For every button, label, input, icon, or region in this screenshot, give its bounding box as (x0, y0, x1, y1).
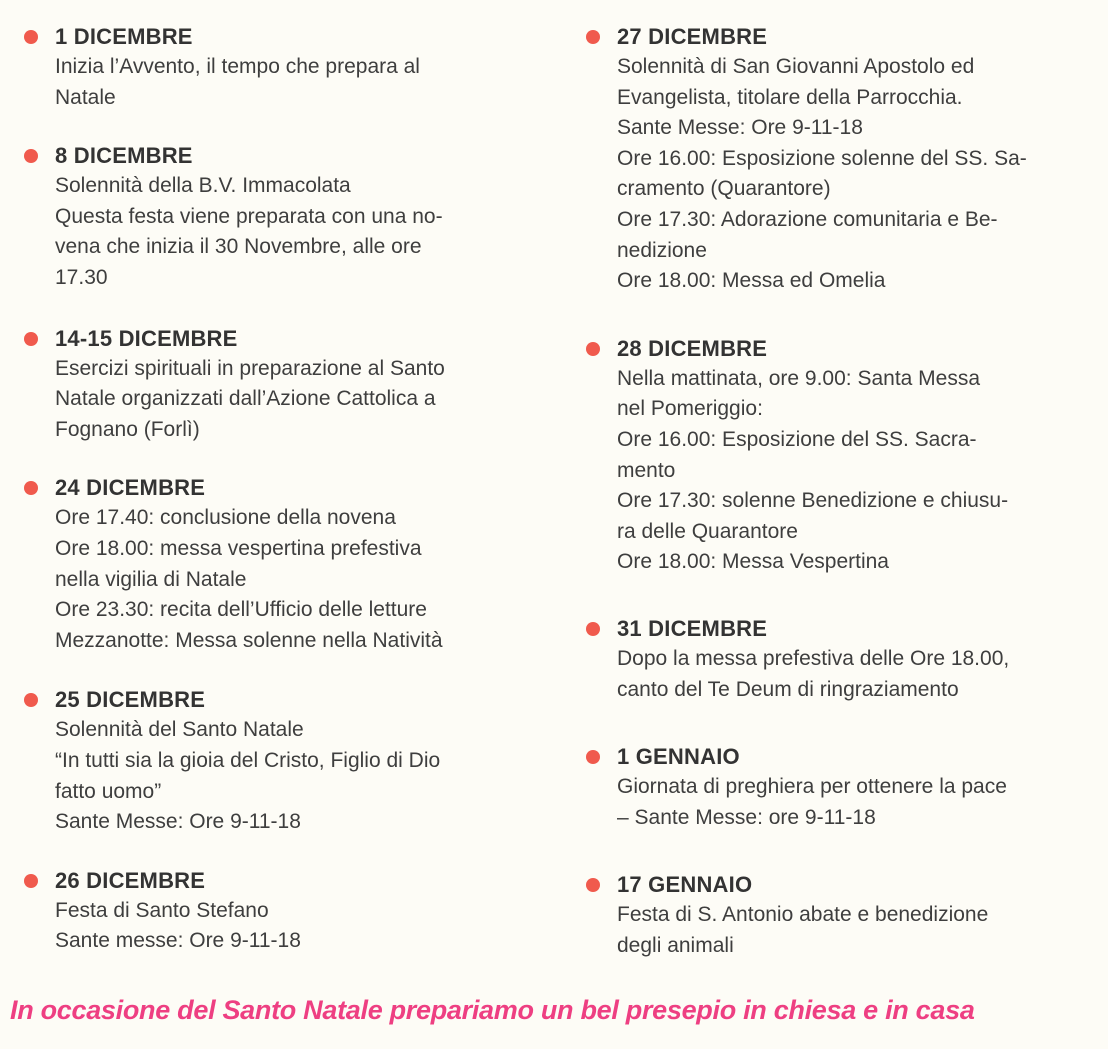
event-description (617, 772, 1096, 833)
event-line: canto del Te Deum di ringraziamento (617, 677, 959, 701)
event-line: Solennità della B.V. Immacolata (55, 174, 351, 198)
event-line: Natale (55, 85, 116, 109)
event-line: cramento (Quarantore) (617, 177, 831, 201)
event-line: Sante Messe: Ore 9-11-18 (617, 116, 863, 140)
event-line: Sante messe: Ore 9-11-18 (55, 929, 301, 953)
event-header (586, 22, 1096, 52)
event-line: nedizione (617, 238, 707, 262)
bullet-icon (24, 693, 38, 707)
event-date: 27 DICEMBRE (617, 24, 768, 49)
event-item (586, 334, 1096, 578)
event-header (586, 742, 1096, 772)
event-line: Solennità di San Giovanni Apostolo ed (617, 55, 975, 78)
event-description (617, 52, 1096, 297)
event-line: ra delle Quarantore (617, 519, 798, 543)
event-item (24, 324, 534, 446)
event-date: 31 DICEMBRE (617, 615, 768, 641)
event-date: 28 DICEMBRE (617, 335, 768, 361)
event-header (24, 866, 534, 896)
event-line: Natale organizzati dall’Azione Cattolica a (55, 387, 436, 411)
event-line: – Sante Messe: ore 9-11-18 (617, 805, 876, 829)
event-line: Nella mattinata, ore 9.00: Santa Messa (617, 366, 981, 390)
event-line: Ore 18.00: Messa ed Omelia (617, 269, 886, 293)
event-header (24, 141, 534, 171)
event-item (586, 870, 1096, 961)
event-line: degli animali (617, 933, 734, 957)
event-line: Fognano (Forlì) (55, 417, 200, 441)
event-item (24, 22, 534, 113)
bullet-icon (24, 30, 38, 44)
event-line: Ore 23.30: recita dell’Ufficio delle letture (55, 598, 427, 622)
event-line: Ore 17.30: Adorazione comunitaria e Be- (617, 207, 998, 231)
event-description (617, 900, 1096, 961)
event-line: Ore 16.00: Esposizione solenne del SS. Sa- (617, 146, 1027, 170)
event-line: Inizia l’Avvento, il tempo che prepara al (55, 55, 420, 78)
left-column (24, 22, 534, 957)
event-date: 24 DICEMBRE (55, 475, 206, 501)
bullet-icon (24, 481, 38, 495)
event-item (586, 742, 1096, 833)
event-description (55, 171, 534, 293)
event-line: Evangelista, titolare della Parrocchia. (617, 85, 963, 109)
footer-note: In occasione del Santo Natale prepariamo un bel presepio in chiesa e in casa (10, 995, 975, 1025)
event-line: Ore 16.00: Esposizione del SS. Sacra- (617, 427, 977, 451)
event-item (586, 614, 1096, 705)
bullet-icon (586, 342, 600, 356)
event-line: 17.30 (55, 265, 108, 289)
event-line: Esercizi spirituali in preparazione al Santo (55, 356, 445, 380)
right-column (586, 22, 1096, 961)
event-description (55, 354, 534, 446)
event-header (586, 614, 1096, 644)
bullet-icon (24, 149, 38, 163)
event-date: 1 GENNAIO (617, 744, 740, 770)
event-date: 1 DICEMBRE (55, 24, 193, 49)
event-header (24, 324, 534, 354)
event-line: “In tutti sia la gioia del Cristo, Figlio di Dio (55, 748, 441, 772)
event-line: Dopo la messa prefestiva delle Ore 18.00, (617, 646, 1010, 670)
event-description (617, 644, 1096, 705)
event-line: Ore 17.30: solenne Benedizione e chiusu- (617, 489, 1009, 513)
event-line: fatto uomo” (55, 779, 162, 803)
bullet-icon (24, 332, 38, 346)
event-description (617, 364, 1096, 578)
bullet-icon (586, 878, 600, 892)
event-item (24, 685, 534, 837)
event-line: Festa di S. Antonio abate e benedizione (617, 903, 989, 927)
event-line: vena che inizia il 30 Novembre, alle ore (55, 235, 422, 259)
event-date: 17 GENNAIO (617, 872, 753, 898)
event-header (586, 334, 1096, 364)
event-line: Giornata di preghiera per ottenere la pace (617, 775, 1007, 799)
event-line: Sante Messe: Ore 9-11-18 (55, 810, 301, 834)
event-date: 26 DICEMBRE (55, 867, 206, 893)
event-line: Solennità del Santo Natale (55, 718, 304, 742)
event-item (586, 22, 1096, 297)
event-line: Ore 17.40: conclusione della novena (55, 506, 396, 530)
event-line: mento (617, 458, 676, 482)
event-item (24, 473, 534, 656)
event-description (55, 503, 534, 656)
event-line: Ore 18.00: Messa Vespertina (617, 550, 889, 574)
event-item (24, 866, 534, 957)
event-line: Mezzanotte: Messa solenne nella Natività (55, 628, 443, 652)
event-date: 25 DICEMBRE (55, 687, 206, 713)
event-line: nella vigilia di Natale (55, 567, 247, 591)
event-line: Questa festa viene preparata con una no- (55, 204, 443, 228)
event-header (586, 870, 1096, 900)
bullet-icon (24, 874, 38, 888)
event-description (55, 52, 534, 113)
event-line: Ore 18.00: messa vespertina prefestiva (55, 536, 422, 560)
bullet-icon (586, 750, 600, 764)
event-date: 14-15 DICEMBRE (55, 325, 238, 351)
event-item (24, 141, 534, 293)
event-line: nel Pomeriggio: (617, 397, 763, 421)
event-line: Festa di Santo Stefano (55, 898, 269, 922)
event-header (24, 473, 534, 503)
event-header (24, 22, 534, 52)
bullet-icon (586, 622, 600, 636)
event-description (55, 715, 534, 837)
event-header (24, 685, 534, 715)
event-description (55, 896, 534, 957)
bullet-icon (586, 30, 600, 44)
event-date: 8 DICEMBRE (55, 143, 193, 169)
